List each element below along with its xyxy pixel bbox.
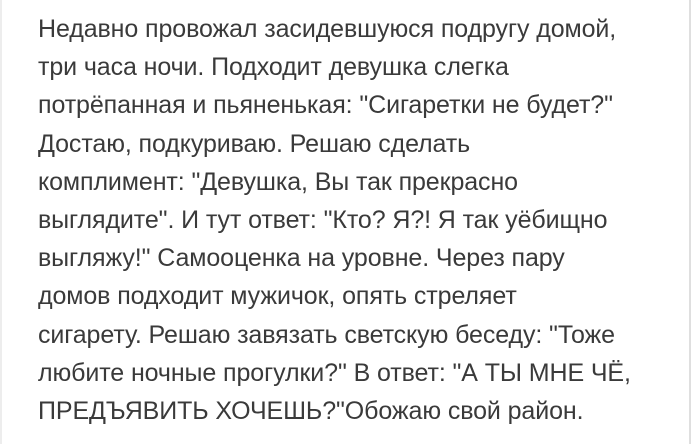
story-line: ПРЕДЪЯВИТЬ ХОЧЕШЬ?"Обожаю свой район. — [38, 397, 584, 426]
right-border-line — [689, 0, 691, 444]
left-border-line — [0, 0, 2, 444]
story-line: Достаю, подкуриваю. Решаю сделать — [38, 129, 471, 158]
story-line: выглядите". И тут ответ: "Кто? Я?! Я так уёбищно — [38, 206, 608, 235]
story-line: сигарету. Решаю завязать светскую беседу: "Тоже — [38, 320, 615, 349]
story-line: Недавно провожал засидевшуюся подругу домой, — [38, 15, 617, 43]
story-line: три часа ночи. Подходит девушка слегка — [38, 53, 509, 82]
story-line: выгляжу!" Самооценка на уровне. Через пару — [38, 244, 565, 273]
story-text — [38, 10, 678, 430]
story-line: потрёпанная и пьяненькая: "Сигаретки не будет?" — [38, 91, 613, 120]
story-line: комплимент: "Девушка, Вы так прекрасно — [38, 167, 518, 196]
story-line: любите ночные прогулки?" В ответ: "А ТЫ МНЕ ЧЁ, — [38, 358, 631, 387]
story-line: домов подходит мужичок, опять стреляет — [38, 282, 517, 311]
